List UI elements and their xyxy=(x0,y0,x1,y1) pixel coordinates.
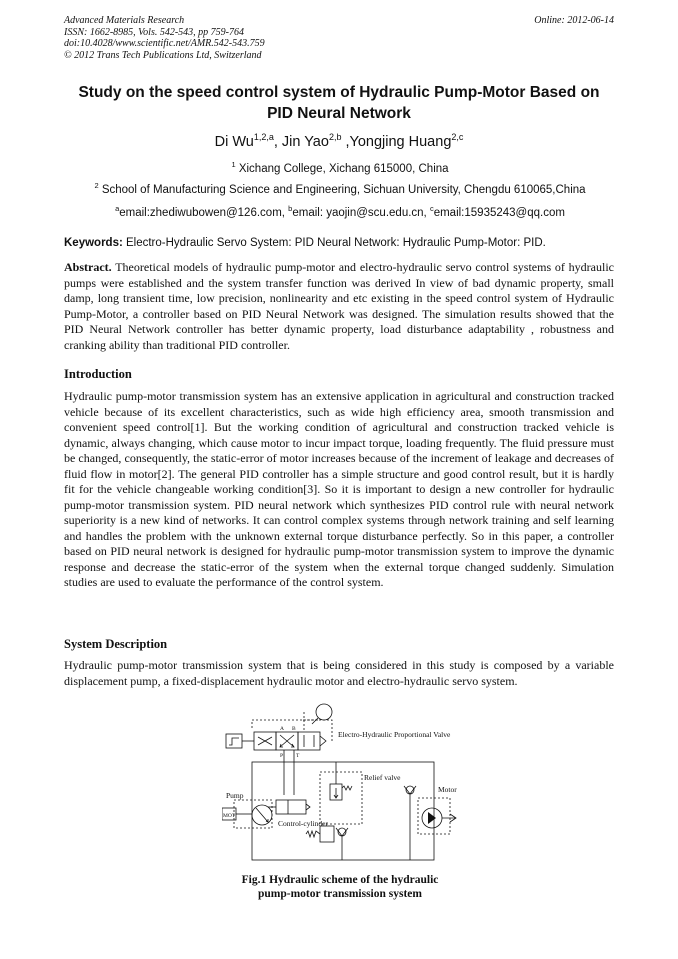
email-line xyxy=(40,204,640,219)
figure-caption xyxy=(180,873,500,901)
affiliation-sup: 1 xyxy=(231,160,236,169)
keywords-label: Keywords: xyxy=(64,237,123,249)
introduction-paragraph: Hydraulic pump-motor transmission system has an extensive application in agricultural and construction tracked vehicle because of its excellent characteristics, such as wide high efficiency area, smooth transmission and convenient speed control[1]. But the working condition of agricultural and construction tracked vehicle is dynamic, always changing, which cause motor to incur impact torque, loading frequently. The fluid pressure must be changed, consequently, the static-error of motor increases because of the increment of leakage and decreases of fluid flow in motor[2]. The general PID controller has a simple structure and good control result, but it is hardly fit for the vehicle changeable working condition[3]. So it is important to design a new controller for hydraulic pump-motor transmission system. PID neural network which synthesizes PID control rule with neural network superiority is a new kind of networks. It can control complex systems through network training and self learning and handles the problem with the unknown external torque disturbance perfectly. So in this paper, a controller based on PID neural network is designed for hydraulic pump-motor transmission system to improve the dynamic response and decrease the static-error of the system when the external torque changed suddenly. Simulation studies are used to evaluate the performance of the control system. xyxy=(64,389,614,589)
label-relief: Relief valve xyxy=(364,773,401,782)
journal-doi: doi:10.4028/www.scientific.net/AMR.542-543.759 xyxy=(64,38,265,49)
journal-issn: ISSN: 1662-8985, Vols. 542-543, pp 759-764 xyxy=(64,26,244,38)
label-cylinder: Control-cylinder xyxy=(278,819,328,828)
figure-caption-line-1: Fig.1 Hydraulic scheme of the hydraulic xyxy=(241,874,439,886)
system-description-paragraph: Hydraulic pump-motor transmission system that is being considered in this study is composed by a variable displacement pump, a fixed-displacement hydraulic motor and electro-hydraulic servo system. xyxy=(64,658,614,688)
author-name: Yongjing Huang xyxy=(349,133,452,150)
proportional-valve-symbol xyxy=(254,732,326,750)
email-text: email:zhediwubowen@126.com, xyxy=(119,206,289,219)
online-date: Online: 2012-06-14 xyxy=(534,15,614,26)
label-pump: Pump xyxy=(226,791,244,800)
step-signal-icon xyxy=(229,738,239,745)
author-name: Di Wu xyxy=(214,133,254,150)
relief-valve-group xyxy=(320,772,362,824)
affiliation-2 xyxy=(40,181,640,196)
label-mot: MOT xyxy=(223,813,236,819)
abstract-text: Theoretical models of hydraulic pump-motor and electro-hydraulic servo control systems of hydraulic pumps were established and the system transfer function was derived In view of bad dynamic property, small damp, long transient time, low precision, nonlinearity and etc existing in the speed control system of Hydraulic Pump-Motor, a controller based on PID Neural Network was designed. The simulation results showed that the PID Neural Network controller has better dynamic property, load disturbance adaptability , robustness and cranking ability than traditional PID controller. xyxy=(64,260,614,352)
main-circuit-loop xyxy=(252,762,434,860)
label-port-p: P xyxy=(280,753,284,759)
affiliation-text: Xichang College, Xichang 615000, China xyxy=(238,162,449,175)
journal-header xyxy=(64,15,265,61)
email-text: email: yaojin@scu.edu.cn, xyxy=(292,206,430,219)
abstract-label: Abstract. xyxy=(64,260,112,274)
label-motor: Motor xyxy=(438,785,457,794)
author-sup: 1,2,a xyxy=(253,132,274,142)
section-heading-system-description: System Description xyxy=(64,637,168,651)
email-sup: a xyxy=(115,204,120,213)
email-sup: b xyxy=(288,204,293,213)
abstract xyxy=(64,260,614,353)
author-sep: , xyxy=(341,133,350,150)
signal-input-box xyxy=(226,734,242,748)
author-sup: 2,b xyxy=(328,132,342,142)
email-sup: c xyxy=(429,204,434,213)
label-valve: Electro-Hydraulic Proportional Valve xyxy=(338,730,451,739)
label-port-b: B xyxy=(292,726,296,732)
affiliation-1 xyxy=(40,160,640,175)
label-port-t: T xyxy=(296,753,300,759)
keywords xyxy=(64,237,614,249)
top-motor-symbol xyxy=(316,704,332,720)
affiliation-sup: 2 xyxy=(94,181,99,190)
hydraulic-scheme-diagram xyxy=(222,700,466,868)
author-sep: , xyxy=(273,133,282,150)
journal-name: Advanced Materials Research xyxy=(64,15,185,26)
author-name: Jin Yao xyxy=(281,133,329,150)
author-sup: 2,c xyxy=(451,132,464,142)
section-heading-introduction: Introduction xyxy=(64,367,132,381)
paper-title: Study on the speed control system of Hydraulic Pump-Motor Based on PID Neural Network xyxy=(78,84,600,122)
email-text: email:15935243@qq.com xyxy=(433,206,565,219)
keywords-text: Electro-Hydraulic Servo System: PID Neural Network: Hydraulic Pump-Motor: PID. xyxy=(122,237,546,249)
lower-valve-symbol xyxy=(320,826,334,842)
author-list xyxy=(64,132,614,150)
figure-caption-line-2: pump-motor transmission system xyxy=(258,888,422,900)
hydraulic-scheme-figure xyxy=(222,700,466,868)
label-port-a: A xyxy=(280,726,284,732)
control-cylinder-symbol xyxy=(276,800,306,814)
journal-copyright: © 2012 Trans Tech Publications Ltd, Switzerland xyxy=(64,49,262,61)
affiliation-text: School of Manufacturing Science and Engineering, Sichuan University, Chengdu 610065,China xyxy=(101,183,586,196)
